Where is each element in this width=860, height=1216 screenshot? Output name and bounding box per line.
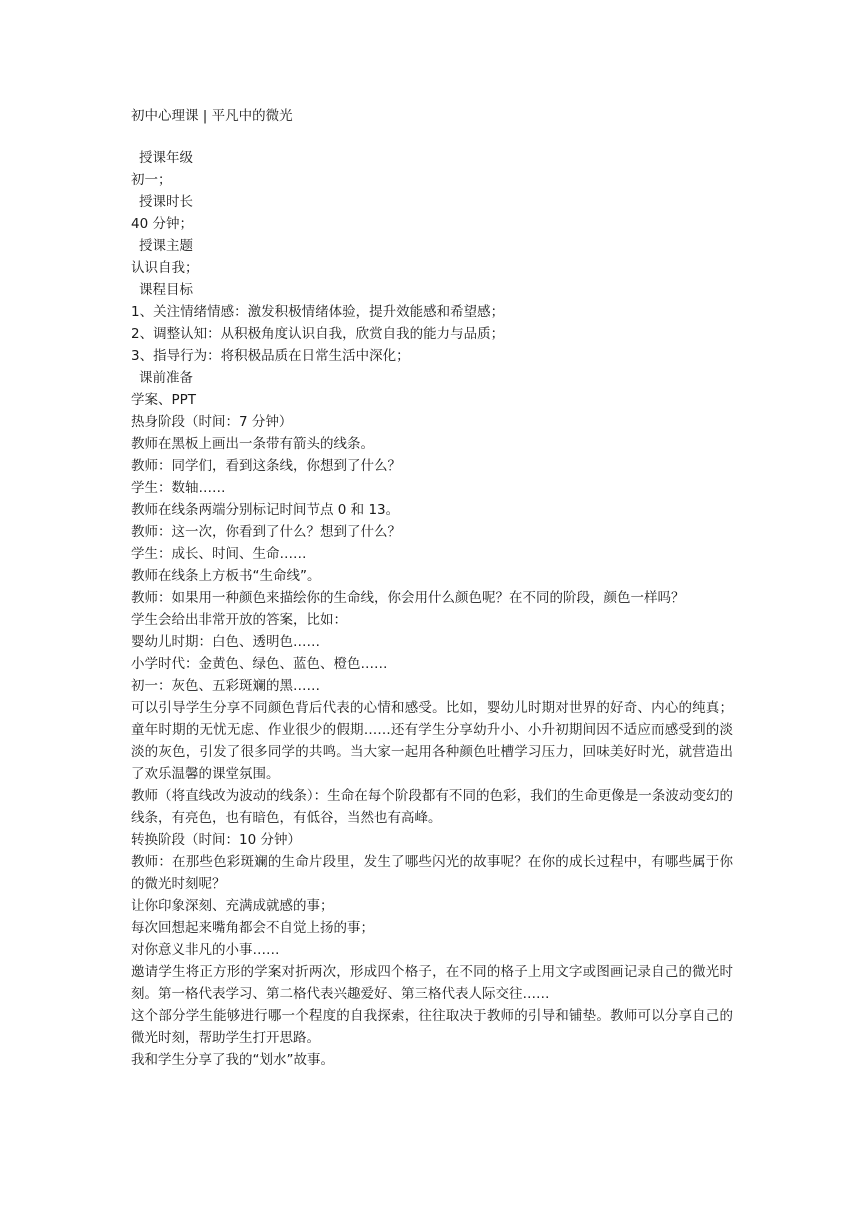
duration-heading: 授课时长 — [139, 194, 193, 210]
body-paragraph: 邀请学生将正方形的学案对折两次，形成四个格子，在不同的格子上用文字或图画记录自己的微光时刻。第一格代表学习、第二格代表兴趣爱好、第三格代表人际交往…… — [131, 964, 733, 1002]
duration-text: 40 分钟； — [131, 216, 193, 232]
body-line: 教师在线条上方板书“生命线”。 — [131, 568, 321, 584]
body-line: 婴幼儿时期：白色、透明色…… — [131, 634, 320, 650]
body-line: 学生会给出非常开放的答案，比如： — [131, 612, 347, 628]
body-line: 每次回想起来嘴角都会不自觉上扬的事； — [131, 920, 374, 936]
body-line: 初一：灰色、五彩斑斓的黑…… — [131, 678, 320, 694]
grade-text: 初一； — [131, 172, 172, 188]
body-line: 让你印象深刻、充满成就感的事； — [131, 898, 334, 914]
topic-text: 认识自我； — [131, 260, 199, 276]
topic-heading: 授课主题 — [139, 238, 193, 254]
section-heading-warmup: 热身阶段（时间：7 分钟） — [131, 414, 293, 430]
document-title: 初中心理课 | 平凡中的微光 — [131, 108, 293, 124]
body-paragraph: 这个部分学生能够进行哪一个程度的自我探索，往往取决于教师的引导和铺垫。教师可以分享自己的微光时刻，帮助学生打开思路。 — [131, 1008, 733, 1046]
body-line: 我和学生分享了我的“划水”故事。 — [131, 1052, 334, 1068]
body-paragraph: 可以引导学生分享不同颜色背后代表的心情和感受。比如，婴幼儿时期对世界的好奇、内心的纯真；童年时期的无忧无虑、作业很少的假期……还有学生分享幼升小、小升初期间因不适应而感受到的淡淡的灰色，引发了很多同学的共鸣。当大家一起用各种颜色吐槽学习压力，回味美好时光，就营造出了欢乐温馨的课堂氛围。 — [131, 700, 733, 782]
body-line: 教师：这一次，你看到了什么？想到了什么？ — [131, 524, 401, 540]
prep-heading: 课前准备 — [139, 370, 193, 386]
document-page — [131, 105, 733, 1071]
goal-item: 2、调整认知：从积极角度认识自我，欣赏自我的能力与品质； — [131, 326, 505, 342]
body-line: 对你意义非凡的小事…… — [131, 942, 280, 958]
body-line: 学生：数轴…… — [131, 480, 226, 496]
prep-text: 学案、PPT — [131, 392, 197, 408]
body-line: 教师在线条两端分别标记时间节点 0 和 13。 — [131, 502, 400, 518]
body-paragraph: 教师：在那些色彩斑斓的生命片段里，发生了哪些闪光的故事呢？在你的成长过程中，有哪些属于你的微光时刻呢？ — [131, 854, 733, 892]
body-paragraph: 教师（将直线改为波动的线条）：生命在每个阶段都有不同的色彩，我们的生命更像是一条波动变幻的线条，有亮色，也有暗色，有低谷，当然也有高峰。 — [131, 788, 733, 826]
goal-item: 3、指导行为：将积极品质在日常生活中深化； — [131, 348, 410, 364]
body-paragraph: 教师：如果用一种颜色来描绘你的生命线，你会用什么颜色呢？在不同的阶段，颜色一样吗？ — [131, 590, 685, 606]
body-line: 学生：成长、时间、生命…… — [131, 546, 307, 562]
goal-item: 1、关注情绪情感：激发积极情绪体验，提升效能感和希望感； — [131, 304, 505, 320]
body-line: 教师在黑板上画出一条带有箭头的线条。 — [131, 436, 374, 452]
body-line: 小学时代：金黄色、绿色、蓝色、橙色…… — [131, 656, 388, 672]
goals-heading: 课程目标 — [139, 282, 193, 298]
grade-heading: 授课年级 — [139, 150, 193, 166]
section-heading-transition: 转换阶段（时间：10 分钟） — [131, 832, 301, 848]
body-line: 教师：同学们，看到这条线，你想到了什么？ — [131, 458, 401, 474]
